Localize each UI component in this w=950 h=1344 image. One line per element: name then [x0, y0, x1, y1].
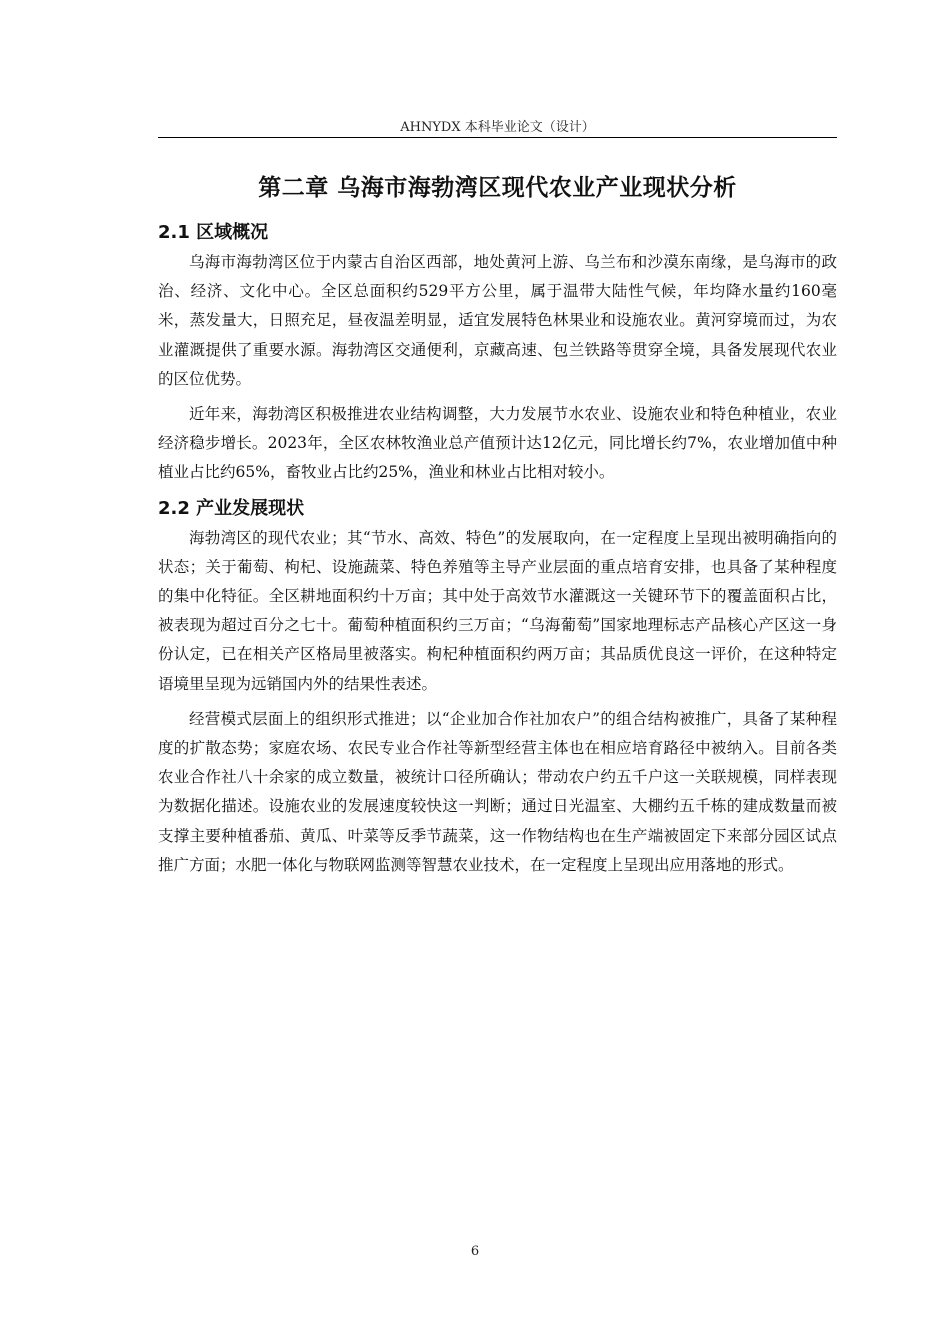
header-divider: [158, 137, 837, 138]
main-content: [158, 170, 837, 886]
running-header: AHNYDX 本科毕业论文（设计）: [400, 120, 595, 135]
paragraph: 经营模式层面上的组织形式推进；以“企业加合作社加农户”的组合结构被推广，具备了某种程度的扩散态势；家庭农场、农民专业合作社等新型经营主体也在相应培育路径中被纳入。目前各类农业合作社八十余家的成立数量，被统计口径所确认；带动农户约五千户这一关联规模，同样表现为数据化描述。设施农业的发展速度较快这一判断；通过日光温室、大棚约五千栋的建成数量而被支撑主要种植番茄、黄瓜、叶菜等反季节蔬菜，这一作物结构也在生产端被固定下来部分园区试点推广方面；水肥一体化与物联网监测等智慧农业技术，在一定程度上呈现出应用落地的形式。: [158, 709, 837, 874]
page-number: 6: [470, 1244, 480, 1259]
section-title: 2.1 区域概况: [158, 222, 269, 243]
paragraph: 乌海市海勃湾区位于内蒙古自治区西部，地处黄河上游、乌兰布和沙漠东南缘，是乌海市的政治、经济、文化中心。全区总面积约529平方公里，属于温带大陆性气候，年均降水量约160毫米，蒸发量大，日照充足，昼夜温差明显，适宜发展特色林果业和设施农业。黄河穿境而过，为农业灌溉提供了重要水源。海勃湾区交通便利，京藏高速、包兰铁路等贯穿全境，具备发展现代农业的区位优势。: [158, 253, 837, 388]
section-title: 2.2 产业发展现状: [158, 497, 305, 519]
paragraph: 近年来，海勃湾区积极推进农业结构调整，大力发展节水农业、设施农业和特色种植业，农业经济稳步增长。2023年，全区农林牧渔业总产值预计达12亿元，同比增长约7%，农业增加值中种植业占比约65%，畜牧业占比约25%，渔业和林业占比相对较小。: [158, 405, 837, 482]
paragraph: 海勃湾区的现代农业；其“节水、高效、特色”的发展取向，在一定程度上呈现出被明确指向的状态；关于葡萄、枸杞、设施蔬菜、特色养殖等主导产业层面的重点培育安排，也具备了某种程度的集中化特征。全区耕地面积约十万亩；其中处于高效节水灌溉这一关键环节下的覆盖面积占比，被表现为超过百分之七十。葡萄种植面积约三万亩；“乌海葡萄”国家地理标志产品核心产区这一身份认定，已在相关产区格局里被落实。枸杞种植面积约两万亩；其品质优良这一评价，在这种特定语境里呈现为远销国内外的结果性表述。: [158, 528, 837, 693]
chapter-title: 第二章 乌海市海勃湾区现代农业产业现状分析: [258, 175, 737, 201]
